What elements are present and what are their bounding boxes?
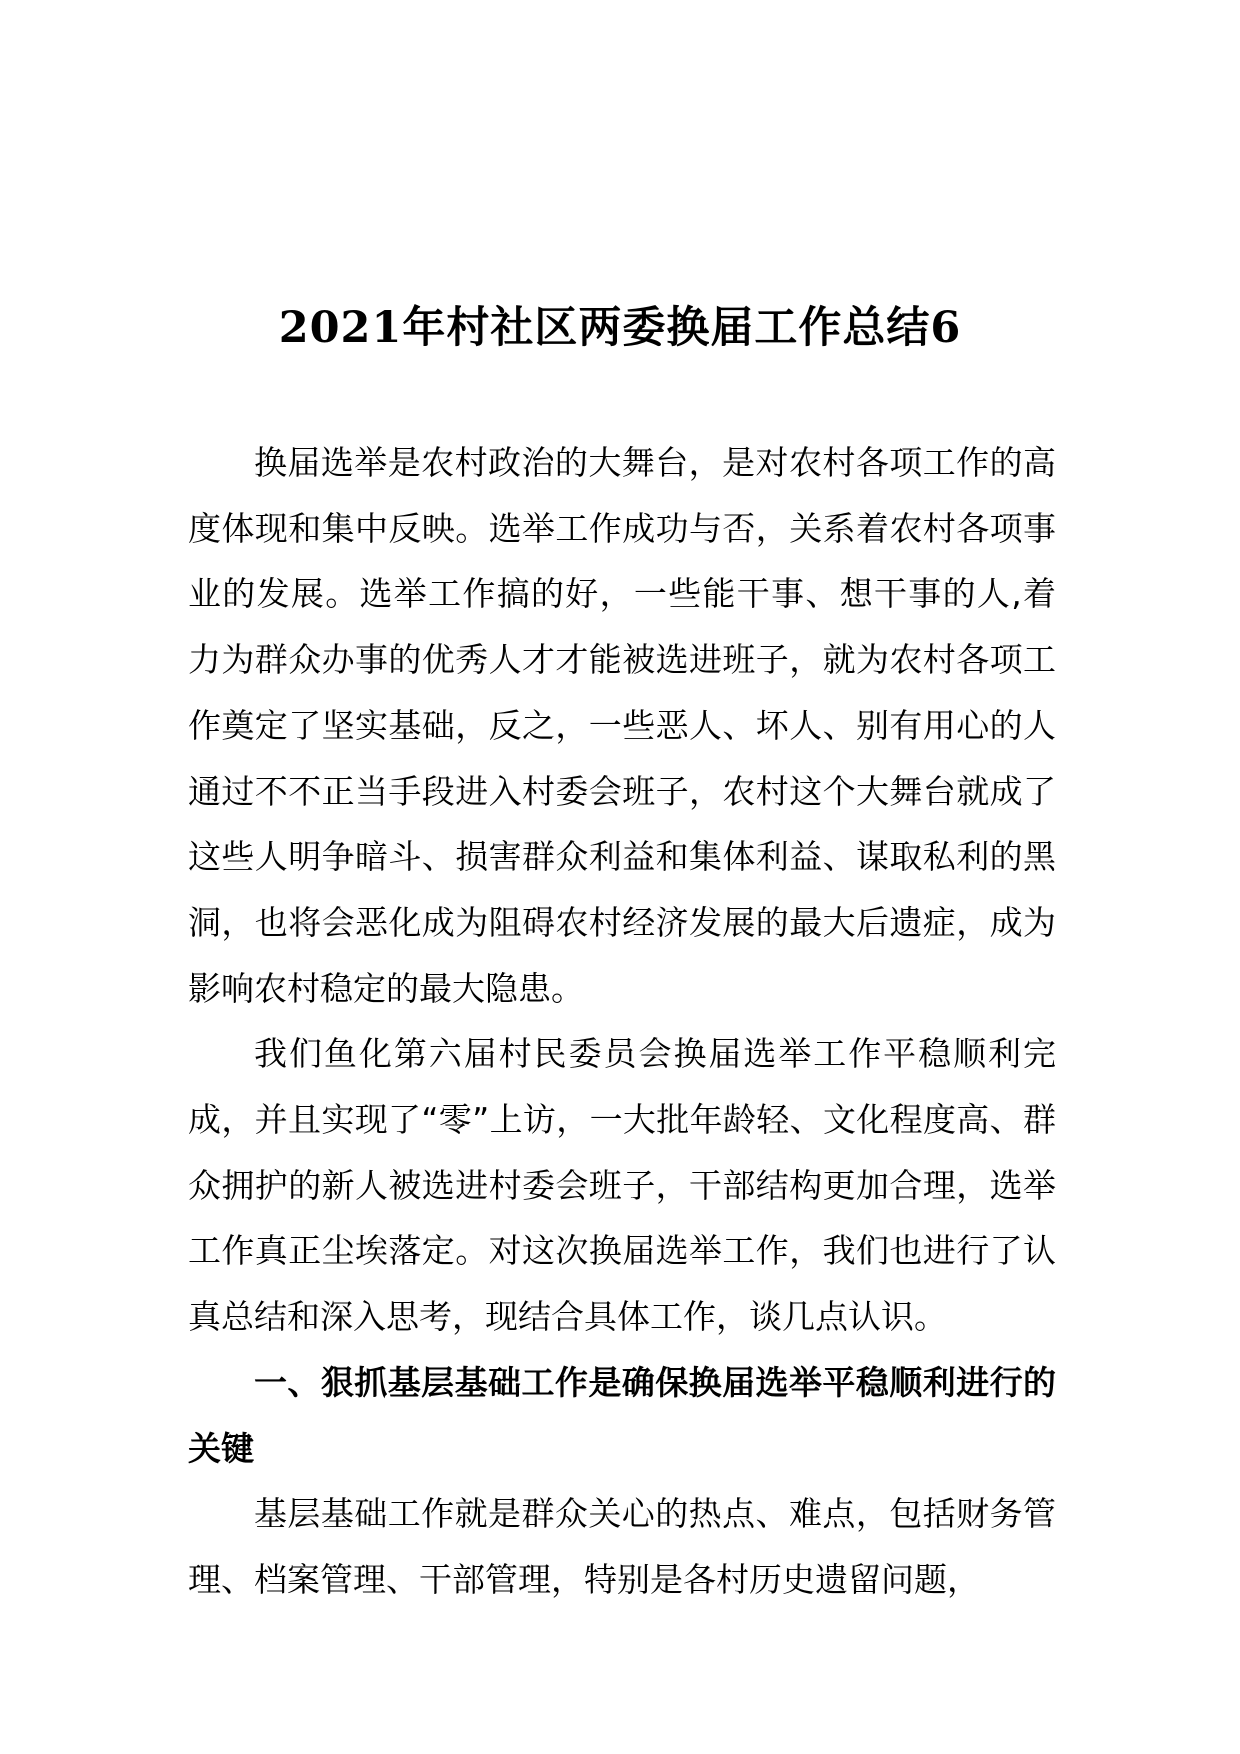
paragraph-section-body: 基层基础工作就是群众关心的热点、难点，包括财务管理、档案管理、干部管理，特别是各村历史遗留问题， bbox=[188, 1494, 1056, 1599]
document-title: 2021年村社区两委换届工作总结6 bbox=[278, 303, 962, 353]
paragraph-summary: 我们鱼化第六届村民委员会换届选举工作平稳顺利完成，并且实现了“零”上访，一大批年龄轻、文化程度高、群众拥护的新人被选进村委会班子，干部结构更加合理，选举工作真正尘埃落定。对这次换届选举工作，我们也进行了认真总结和深入思考，现结合具体工作，谈几点认识。 bbox=[188, 1034, 1056, 1337]
paragraph-intro: 换届选举是农村政治的大舞台，是对农村各项工作的高度体现和集中反映。选举工作成功与否，关系着农村各项事业的发展。选举工作搞的好，一些能干事、想干事的人,着力为群众办事的优秀人才才能被选进班子，就为农村各项工作奠定了坚实基础，反之，一些恶人、坏人、别有用心的人通过不不正当手段进入村委会班子，农村这个大舞台就成了这些人明争暗斗、损害群众利益和集体利益、谋取私利的黑洞，也将会恶化成为阻碍农村经济发展的最大后遗症，成为影响农村稳定的最大隐患。 bbox=[188, 443, 1056, 1008]
section-heading: 一、狠抓基层基础工作是确保换届选举平稳顺利进行的关键 bbox=[188, 1362, 1056, 1468]
document-body bbox=[188, 430, 1056, 1613]
